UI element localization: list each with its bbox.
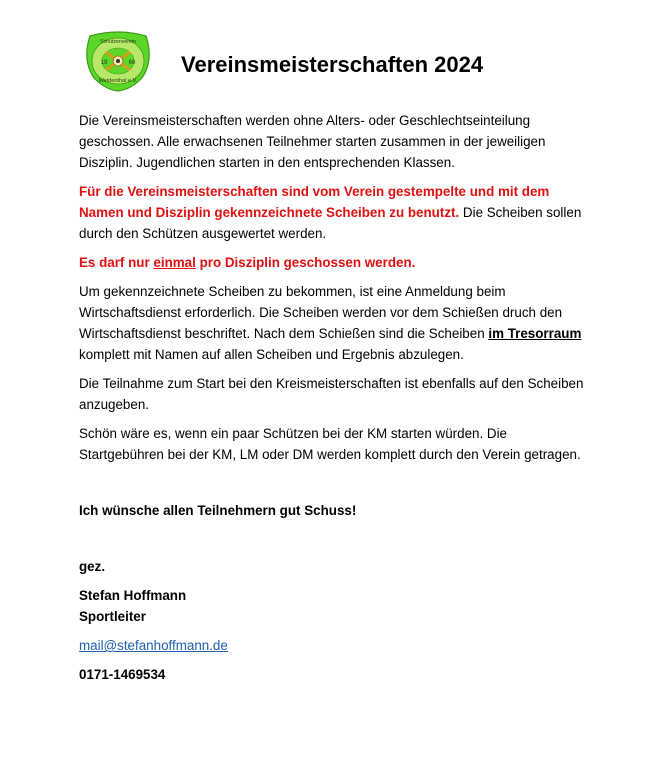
paragraph-registration (79, 281, 589, 365)
registration-location: im Tresorraum (488, 326, 582, 341)
closing-line: Ich wünsche allen Teilnehmern gut Schuss! (79, 503, 357, 518)
once-rule-post: pro Disziplin geschossen werden. (195, 255, 416, 270)
page-title: Vereinsmeisterschaften 2024 (181, 52, 484, 77)
svg-text:Weidenthal e.V.: Weidenthal e.V. (98, 78, 138, 84)
once-rule-emphasis: einmal (153, 255, 196, 270)
document-body (79, 110, 589, 693)
target-rule-highlight: Für die Vereinsmeisterschaften sind vom Verein gestempelte und mit dem Namen und Disziplin gekennzeichnete Scheiben zu benutzt. (79, 184, 550, 220)
paragraph-district: Die Teilnahme zum Start bei den Kreismeisterschaften ist ebenfalls auf den Scheiben anzugeben. (79, 376, 584, 412)
paragraph-fees: Schön wäre es, wenn ein paar Schützen bei der KM starten würden. Die Startgebühren bei der KM, LM oder DM werden komplett durch den Verein getragen. (79, 426, 581, 462)
once-rule-pre: Es darf nur (79, 255, 154, 270)
target-rule-rest: Die Scheiben sollen durch den Schützen ausgewertet werden. (79, 205, 582, 241)
phone-number: 0171-1469534 (79, 667, 166, 682)
svg-text:Schützenverein: Schützenverein (100, 39, 136, 45)
svg-text:19: 19 (100, 60, 108, 66)
signature-role: Sportleiter (79, 609, 146, 624)
signature-name: Stefan Hoffmann (79, 588, 187, 603)
club-logo (82, 30, 154, 92)
signature-gez: gez. (79, 559, 106, 574)
paragraph-once-rule (79, 252, 589, 273)
paragraph-targets (79, 181, 589, 244)
registration-post: komplett mit Namen auf allen Scheiben und Ergebnis abzulegen. (79, 347, 464, 362)
registration-pre: Um gekennzeichnete Scheiben zu bekommen, ist eine Anmeldung beim Wirtschaftsdienst erforderlich. Die Scheiben werden vor dem Schießen druch den Wirtschaftsdienst beschriftet. Nach dem Schießen sind die Scheiben (79, 284, 563, 341)
email-link[interactable]: mail@stefanhoffmann.de (79, 638, 228, 653)
svg-text:66: 66 (128, 60, 136, 66)
paragraph-intro: Die Vereinsmeisterschaften werden ohne Alters- oder Geschlechtseinteilung geschossen. Alle erwachsenen Teilnehmer starten zusammen in der jeweiligen Disziplin. Jugendlichen starten in den entsprechenden Klassen. (79, 113, 546, 170)
